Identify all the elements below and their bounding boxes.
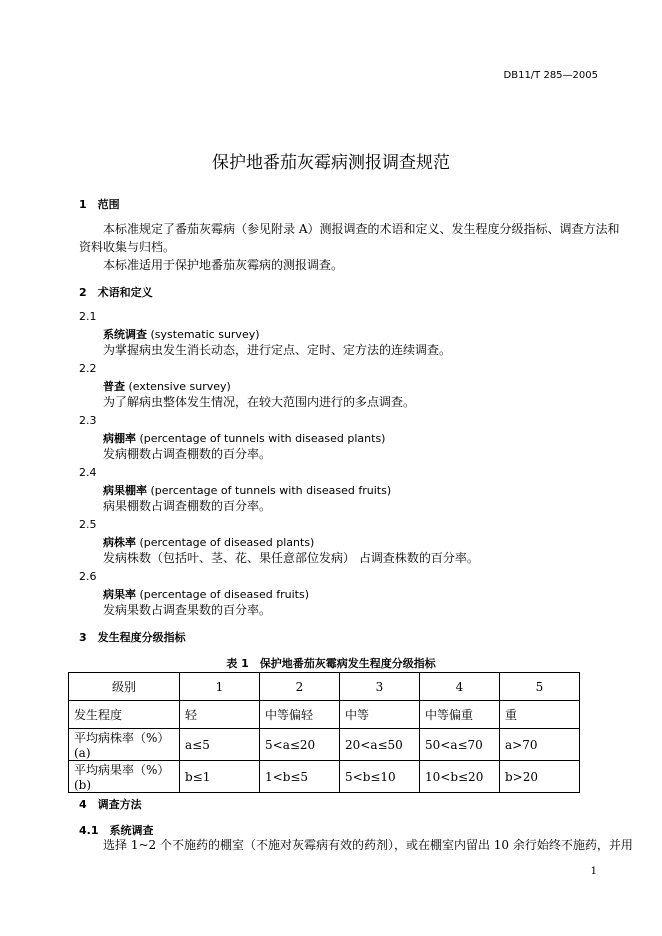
term-english: (systematic survey) — [147, 328, 260, 341]
term-number: 2.4 — [79, 466, 97, 479]
term-title — [103, 534, 314, 550]
table-header-cell: 3 — [340, 673, 420, 701]
term-definition: 发病果数占调查果数的百分率。 — [103, 603, 272, 617]
page-title: 保护地番茄灰霉病测报调查规范 — [212, 153, 450, 173]
section-1-heading: 1 范围 — [79, 198, 120, 211]
section-4-heading: 4 调查方法 — [79, 798, 142, 811]
document-code: DB11/T 285—2005 — [503, 70, 598, 81]
table-cell: a>70 — [500, 729, 580, 761]
section-3-heading: 3 发生程度分级指标 — [79, 631, 186, 644]
table-cell: 5<b≤10 — [340, 761, 420, 793]
table-cell: 中等 — [340, 701, 420, 729]
term-name: 系统调查 — [103, 328, 147, 341]
table-header-cell: 5 — [500, 673, 580, 701]
table-cell: 平均病果率（%）(b) — [69, 761, 180, 793]
table-header-cell: 2 — [260, 673, 340, 701]
table-cell: 发生程度 — [69, 701, 180, 729]
term-number: 2.3 — [79, 414, 97, 427]
table-cell: 重 — [500, 701, 580, 729]
term-english: (percentage of diseased plants) — [136, 536, 315, 549]
term-english: (percentage of tunnels with diseased plants) — [136, 432, 386, 445]
section-4-1-paragraph: 选择 1~2 个不施药的棚室（不施对灰霉病有效的药剂），或在棚室内留出 10 余行始终不施药，并用 — [103, 838, 633, 852]
table-cell: b>20 — [500, 761, 580, 793]
term-definition: 病果棚数占调查棚数的百分率。 — [103, 499, 272, 513]
term-name: 普查 — [103, 380, 125, 393]
section-2-heading: 2 术语和定义 — [79, 286, 153, 299]
page-number: 1 — [590, 866, 597, 877]
term-title — [103, 378, 231, 394]
table-cell: 中等偏轻 — [260, 701, 340, 729]
term-name: 病棚率 — [103, 432, 136, 445]
term-number: 2.5 — [79, 518, 97, 531]
term-name: 病果棚率 — [103, 484, 147, 497]
term-definition: 发病株数（包括叶、茎、花、果任意部位发病） 占调查株数的百分率。 — [103, 551, 479, 565]
section-1-paragraph-1-line-1: 本标准规定了番茄灰霉病（参见附录 A）测报调查的术语和定义、发生程度分级指标、调查方法和 — [103, 222, 620, 236]
term-title — [103, 430, 385, 446]
section-1-paragraph-2: 本标准适用于保护地番茄灰霉病的测报调查。 — [103, 258, 344, 272]
table-caption: 表 1 保护地番茄灰霉病发生程度分级指标 — [226, 657, 436, 670]
term-title — [103, 326, 260, 342]
term-definition: 发病棚数占调查棚数的百分率。 — [103, 447, 272, 461]
term-name: 病株率 — [103, 536, 136, 549]
term-number: 2.1 — [79, 310, 97, 323]
term-name: 病果率 — [103, 588, 136, 601]
table-cell: 1<b≤5 — [260, 761, 340, 793]
table-row — [69, 701, 580, 729]
table-cell: 轻 — [180, 701, 260, 729]
table-header-cell: 1 — [180, 673, 260, 701]
term-title — [103, 586, 309, 602]
table-header-cell: 级别 — [69, 673, 180, 701]
term-english: (percentage of diseased fruits) — [136, 588, 310, 601]
table-cell: 10<b≤20 — [420, 761, 500, 793]
term-english: (extensive survey) — [125, 380, 231, 393]
section-4-1-heading: 4.1 系统调查 — [79, 824, 154, 837]
grade-table — [68, 672, 580, 793]
table-cell: 5<a≤20 — [260, 729, 340, 761]
table-header-cell: 4 — [420, 673, 500, 701]
section-1-paragraph-1-line-2: 资料收集与归档。 — [79, 240, 176, 254]
table-cell: a≤5 — [180, 729, 260, 761]
term-number: 2.6 — [79, 570, 97, 583]
table-cell: b≤1 — [180, 761, 260, 793]
table-cell: 20<a≤50 — [340, 729, 420, 761]
table-row — [69, 761, 580, 793]
table-header-row — [69, 673, 580, 701]
term-title — [103, 482, 391, 498]
table-row — [69, 729, 580, 761]
table-cell: 50<a≤70 — [420, 729, 500, 761]
table-cell: 平均病株率（%）(a) — [69, 729, 180, 761]
term-english: (percentage of tunnels with diseased fruits) — [147, 484, 392, 497]
term-definition: 为了解病虫整体发生情况，在较大范围内进行的多点调查。 — [103, 395, 416, 409]
table-cell: 中等偏重 — [420, 701, 500, 729]
term-definition: 为掌握病虫发生消长动态，进行定点、定时、定方法的连续调查。 — [103, 343, 452, 357]
term-number: 2.2 — [79, 362, 97, 375]
